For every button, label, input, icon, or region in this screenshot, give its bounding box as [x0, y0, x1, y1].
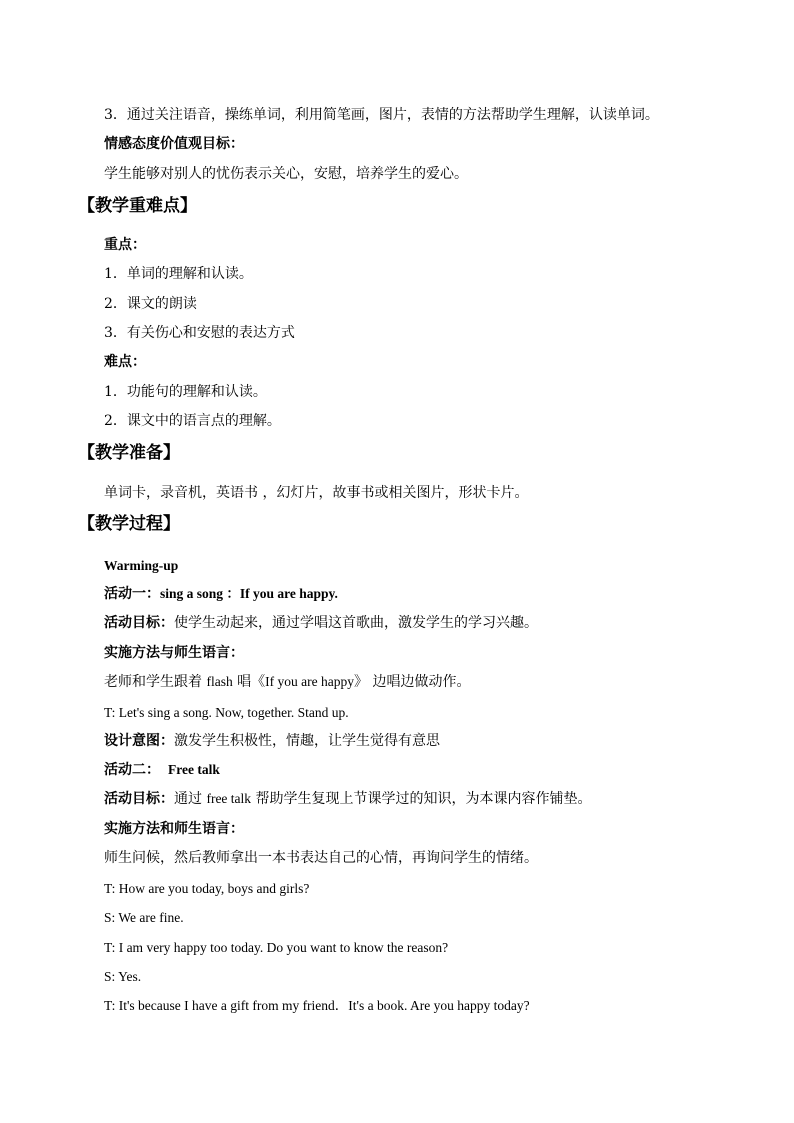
difficulty-item: 2．课文中的语言点的理解。 — [104, 413, 281, 429]
activity-2-goal — [104, 790, 592, 808]
activity-2-method-title: 实施方法和师生语言： — [104, 821, 244, 837]
section-heading-preparation: 【教学准备】 — [78, 443, 180, 463]
dialogue-line: S: Yes. — [104, 969, 142, 984]
activity-1-label: 活动一： — [104, 586, 160, 602]
warmup-label: Warming-up — [104, 558, 179, 573]
intent-label: 设计意图： — [104, 733, 174, 749]
activity-1-method-text — [104, 673, 470, 691]
focus-item: 2．课文的朗读 — [104, 296, 197, 312]
goal-text-part: free talk — [206, 791, 252, 806]
goal-text-part: 通过 — [174, 791, 207, 807]
goal-text: 使学生动起来，通过学唱这首歌曲，激发学生的学习兴趣。 — [174, 615, 538, 631]
goal-label: 活动目标： — [104, 615, 174, 631]
dialogue-line: T: How are you today, boys and girls? — [104, 881, 310, 896]
focus-item: 1．单词的理解和认读。 — [104, 266, 253, 282]
dialogue-line: S: We are fine. — [104, 910, 184, 925]
method-text-part: If you are happy — [265, 674, 354, 689]
objective-item-3: 3．通过关注语音，操练单词，利用简笔画，图片，表情的方法帮助学生理解，认读单词。 — [104, 107, 659, 123]
activity-1-goal — [104, 614, 538, 632]
activity-1-method-title: 实施方法与师生语言： — [104, 645, 244, 661]
focus-title: 重点： — [104, 237, 146, 253]
method-text-part: 老师和学生跟着 — [104, 674, 207, 690]
method-text-part: 唱《 — [232, 674, 266, 690]
difficulty-item: 1．功能句的理解和认读。 — [104, 384, 267, 400]
focus-item: 3．有关伤心和安慰的表达方式 — [104, 325, 295, 341]
activity-1-title — [104, 585, 338, 603]
activity-1-name: sing a song ：If you are happy. — [160, 586, 338, 601]
goal-label: 活动目标： — [104, 791, 174, 807]
activity-2-name: Free talk — [168, 762, 220, 777]
method-text-part: 》 边唱边做动作。 — [354, 674, 471, 690]
section-heading-key-points: 【教学重难点】 — [78, 196, 197, 216]
dialogue-line: T: It's because I have a gift from my friend．It's a book. Are you happy today? — [104, 998, 530, 1013]
intent-text: 激发学生积极性，情趣，让学生觉得有意思 — [174, 733, 440, 749]
dialogue-line: T: I am very happy too today. Do you want to know the reason? — [104, 940, 449, 955]
activity-1-intent — [104, 732, 440, 750]
method-text-part: flash — [206, 674, 233, 689]
activity-2-method-text: 师生问候，然后教师拿出一本书表达自己的心情，再询问学生的情绪。 — [104, 850, 538, 866]
emotion-objective-title: 情感态度价值观目标： — [104, 136, 244, 152]
activity-1-dialogue-line: T: Let's sing a song. Now, together. Stand up. — [104, 705, 349, 720]
difficulty-title: 难点： — [104, 354, 146, 370]
goal-text-part: 帮助学生复现上节课学过的知识，为本课内容作铺垫。 — [251, 791, 592, 807]
activity-2-title — [104, 761, 220, 779]
preparation-text: 单词卡，录音机，英语书 ，幻灯片，故事书或相关图片，形状卡片。 — [104, 485, 529, 501]
emotion-objective-text: 学生能够对别人的忧伤表示关心，安慰，培养学生的爱心。 — [104, 166, 468, 182]
activity-2-label: 活动二： — [104, 762, 160, 778]
section-heading-process: 【教学过程】 — [78, 514, 180, 534]
